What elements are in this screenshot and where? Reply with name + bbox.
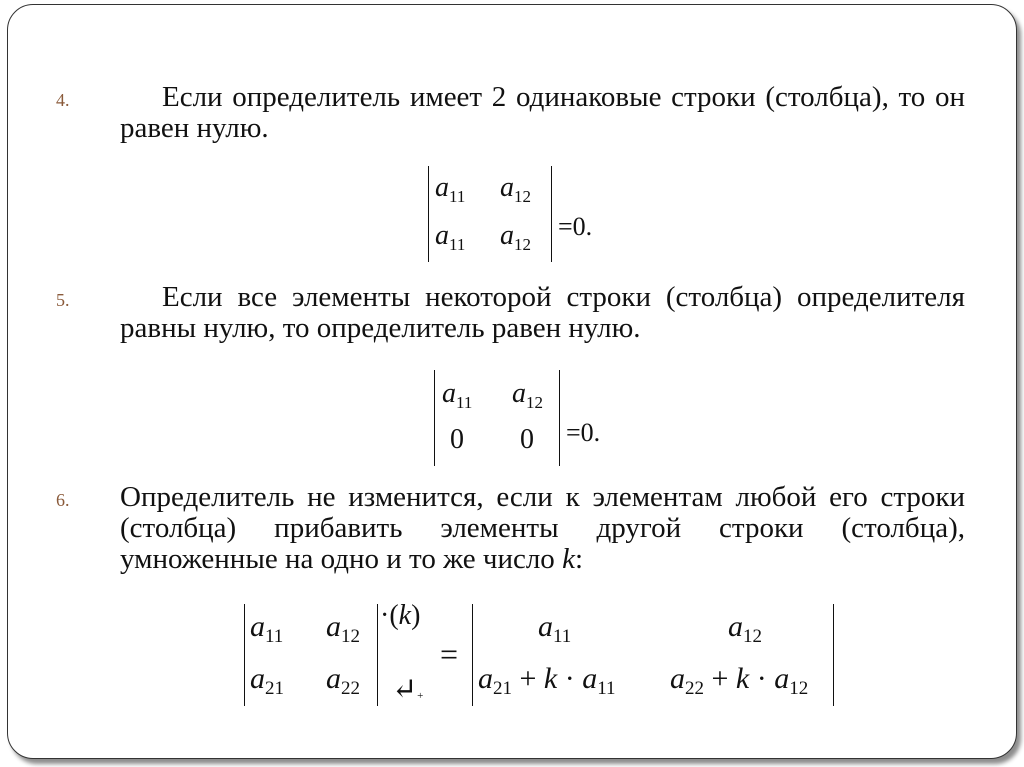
item-number-6: 6. — [56, 490, 70, 510]
formula-left-determinant — [244, 604, 378, 706]
det5-result: =0. — [566, 418, 601, 447]
det5-r2c2: 0 — [520, 424, 534, 455]
det4-r1c1: $a_{11}$ — [435, 172, 466, 206]
det4-r1c2: $a_{12}$ — [500, 172, 531, 206]
det4-r2c1: $a_{11}$ — [435, 220, 466, 254]
right-r2c1: $a_{21} + k \cdot a_{11}$ — [478, 662, 616, 699]
property-6-text: Определитель не изменится, если к элементам любой его строки (столбца) прибавить элементы другой строки (столбца), умноженные на одно и то же число k: — [120, 481, 965, 575]
property-4-text: Если определитель имеет 2 одинаковые строки (столбца), то он равен нулю. — [120, 81, 965, 144]
item-number-5: 5. — [56, 290, 70, 310]
det5-r1c1: $a_{11}$ — [442, 378, 473, 412]
right-r1c1: $a_{11}$ — [538, 610, 572, 647]
formula-right-determinant — [472, 604, 834, 706]
left-r2c2: $a_{22}$ — [326, 662, 360, 699]
left-r2c1: $a_{21}$ — [250, 662, 284, 699]
item-number-4: 4. — [56, 90, 70, 110]
right-r2c2: $a_{22} + k \cdot a_{12}$ — [670, 662, 809, 699]
add-row-arrow-icon: ↵+ — [392, 673, 424, 706]
left-r1c1: $a_{11}$ — [250, 610, 284, 647]
left-r1c2: $a_{12}$ — [326, 610, 360, 647]
property-5-text: Если все элементы некоторой строки (столбца) определителя равны нулю, то определитель равен нулю. — [120, 281, 965, 344]
determinant-4 — [428, 166, 552, 262]
multiplier-k: ·(k) — [380, 600, 421, 631]
det4-r2c2: $a_{12}$ — [500, 220, 531, 254]
det5-r2c1: 0 — [450, 424, 464, 455]
det5-r1c2: $a_{12}$ — [512, 378, 543, 412]
det4-result: =0. — [558, 212, 593, 241]
right-r1c2: $a_{12}$ — [728, 610, 762, 647]
determinant-5 — [434, 370, 560, 466]
formula-equals: = — [440, 636, 459, 672]
